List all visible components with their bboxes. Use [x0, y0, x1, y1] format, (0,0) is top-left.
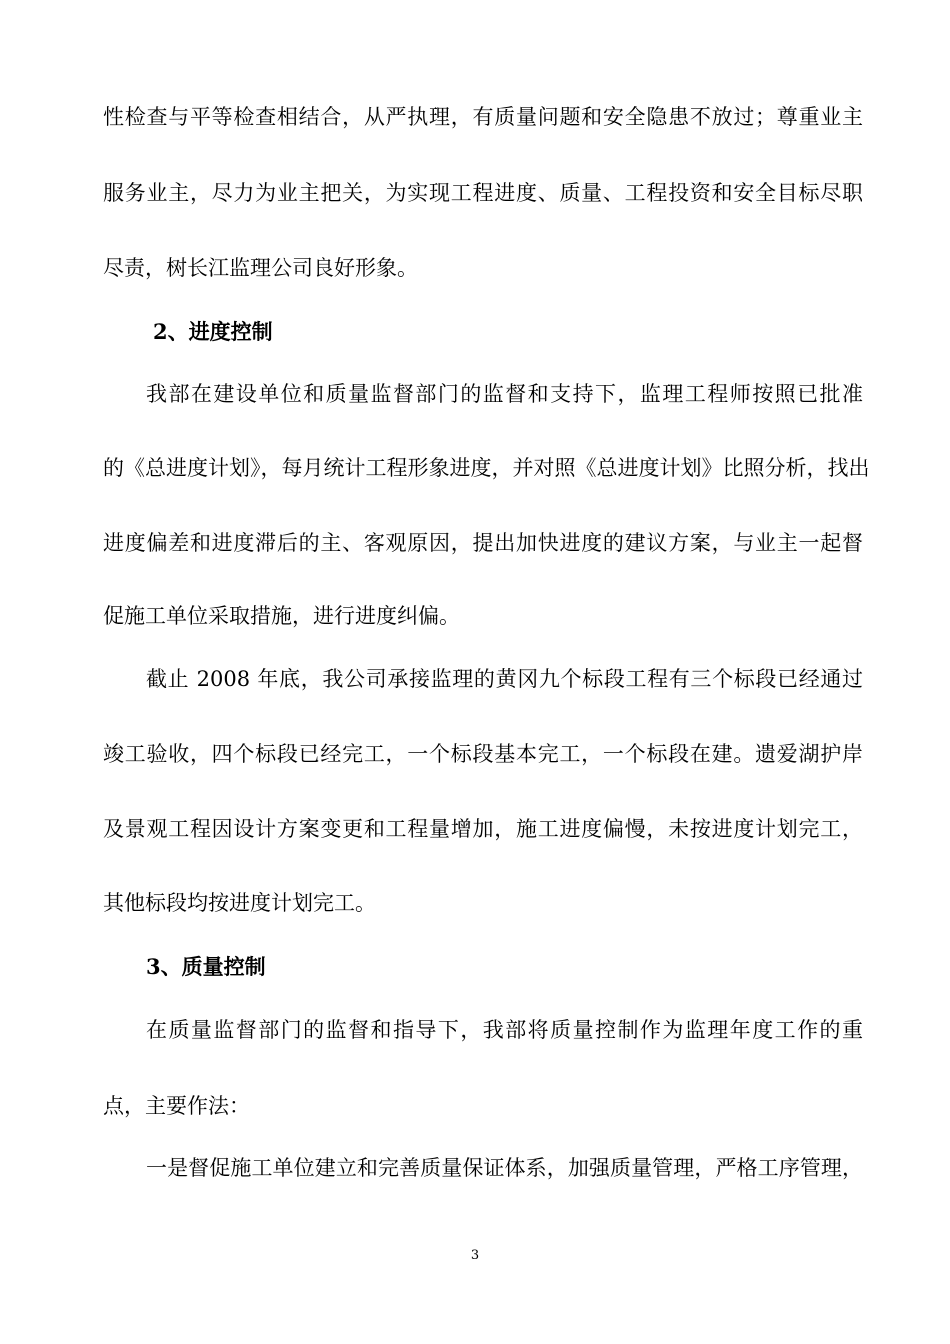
- page-number: 3: [470, 1248, 480, 1263]
- paragraph-1-line-1: 性检查与平等检查相结合，从严执理，有质量问题和安全隐患不放过；尊重业主: [103, 105, 863, 129]
- paragraph-3-line-1: 截止 2008 年底，我公司承接监理的黄冈九个标段工程有三个标段已经通过: [146, 667, 863, 691]
- paragraph-1-line-3: 尽责，树长江监理公司良好形象。: [103, 256, 418, 280]
- paragraph-2-line-4: 促施工单位采取措施，进行进度纠偏。: [103, 604, 460, 628]
- paragraph-3-line-4: 其他标段均按进度计划完工。: [103, 891, 376, 915]
- paragraph-4-line-2: 点，主要作法：: [103, 1094, 250, 1118]
- paragraph-2-line-1: 我部在建设单位和质量监督部门的监督和支持下，监理工程师按照已批准: [146, 382, 863, 406]
- section-heading-quality-control: 3、质量控制: [146, 954, 266, 979]
- paragraph-2-line-3: 进度偏差和进度滞后的主、客观原因，提出加快进度的建议方案，与业主一起督: [103, 531, 863, 555]
- paragraph-4-line-1: 在质量监督部门的监督和指导下，我部将质量控制作为监理年度工作的重: [146, 1018, 863, 1042]
- paragraph-3-line-3: 及景观工程因设计方案变更和工程量增加，施工进度偏慢，未按进度计划完工，: [103, 817, 863, 841]
- paragraph-5-line-1: 一是督促施工单位建立和完善质量保证体系，加强质量管理，严格工序管理，: [146, 1156, 863, 1180]
- paragraph-1-line-2: 服务业主，尽力为业主把关，为实现工程进度、质量、工程投资和安全目标尽职: [103, 181, 863, 205]
- paragraph-3-line-2: 竣工验收，四个标段已经完工，一个标段基本完工，一个标段在建。遗爱湖护岸: [103, 742, 863, 766]
- section-heading-progress-control: 2、进度控制: [153, 319, 273, 344]
- paragraph-2-line-2: 的《总进度计划》，每月统计工程形象进度，并对照《总进度计划》比照分析，找出: [103, 456, 870, 480]
